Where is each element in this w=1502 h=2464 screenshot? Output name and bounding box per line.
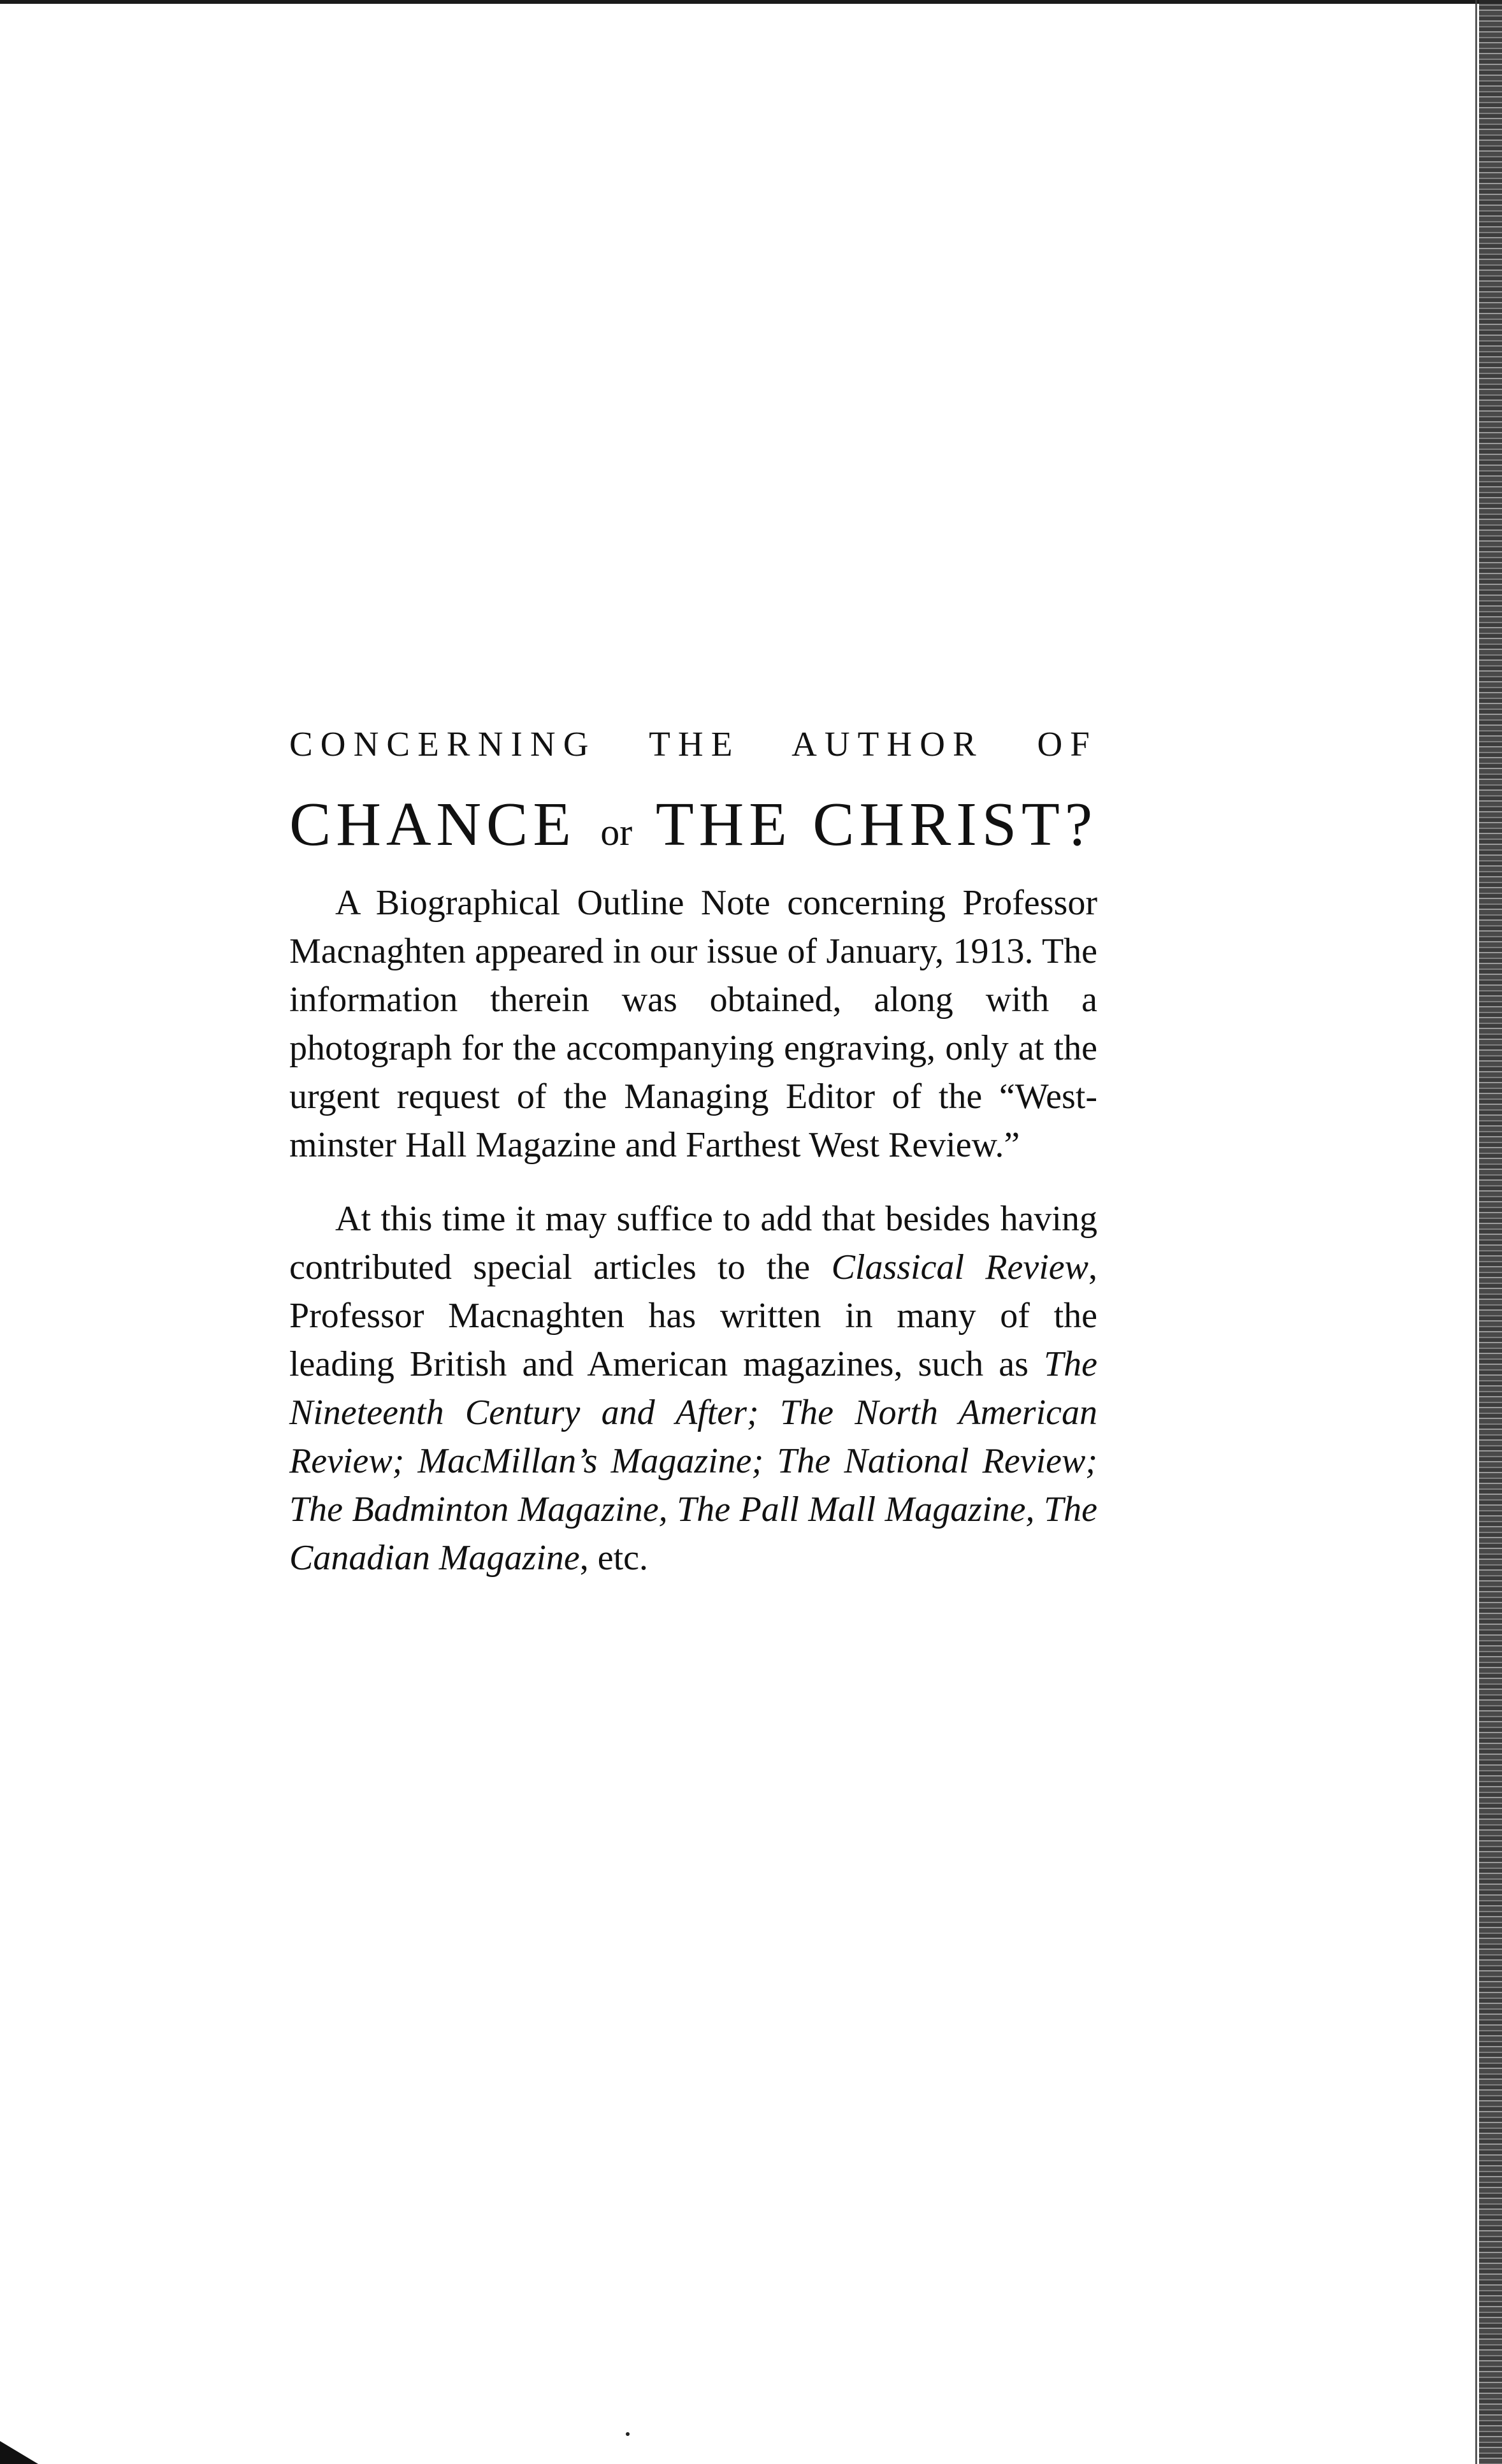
article [289, 726, 1097, 1582]
magazine-titles: The Nineteenth Century and After; The North American Review; MacMillan’s Magazine; The National Review; The Badminton Magazine, The Pall Mall Magazine, The Canadian Magazine [289, 1344, 1097, 1578]
paragraph-biographical-note: A Biographical Outline Note concerning Professor Macnaghten appeared in our issue of January, 1913. The information therein was obtained, along with a photograph for the accompanying engraving, only at the urgent request of the Managing Editor of the “Westminster Hall Magazine and Farthest West Review.” [289, 883, 1097, 1165]
article-kicker: CONCERNING THE AUTHOR OF [289, 724, 1097, 763]
binding-gutter-edge [1479, 0, 1502, 2464]
article-headline [289, 791, 1097, 860]
classical-review-title: Classical Review [831, 1247, 1088, 1287]
paragraph-contributions-lead: At this time it may suffice to add that besides having contributed special articles to the [289, 1199, 1097, 1287]
corner-mark [0, 2441, 38, 2464]
headline-conjunction: or [600, 811, 633, 853]
paragraph-contributions-tail: , etc. [579, 1538, 649, 1578]
paragraph-contributions-mid: , Professor Macnaghten has written in many of the leading British and American magazines, such as [289, 1247, 1097, 1384]
paragraph-contributions [289, 1195, 1097, 1582]
headline-part-chance: CHANCE [289, 790, 576, 859]
headline-part-christ: THE CHRIST? [655, 790, 1098, 859]
top-edge-rule [0, 0, 1502, 4]
folio-dot [626, 2432, 630, 2436]
